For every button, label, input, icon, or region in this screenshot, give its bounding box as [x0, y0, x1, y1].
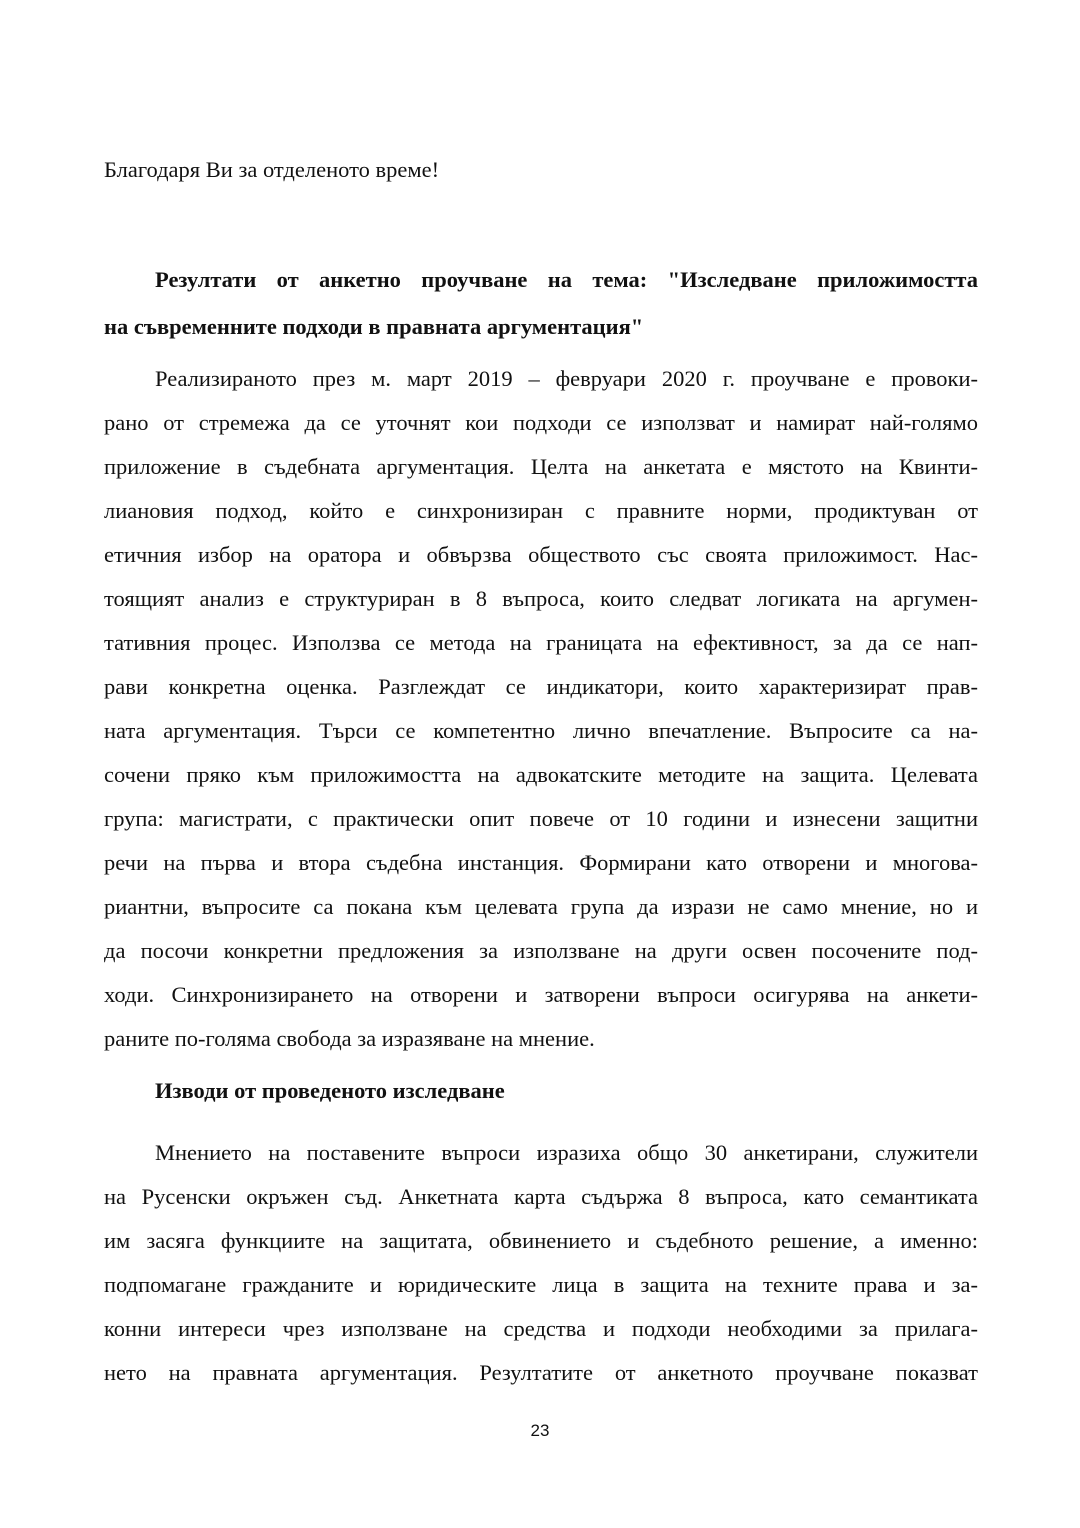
- paragraph-line: група: магистрати, с практически опит повече от 10 години и изнесени защитни: [104, 806, 978, 831]
- paragraph-line: тоящият анализ е структуриран в 8 въпроса, които следват логиката на аргумен-: [104, 586, 978, 611]
- paragraph-line: конни интереси чрез използване на средства и подходи необходими за прилага-: [104, 1316, 978, 1341]
- section-heading-line: Резултати от анкетно проучване на тема: "Изследване приложимостта: [155, 267, 978, 292]
- page-number: 23: [530, 1421, 550, 1440]
- paragraph-line: приложение в съдебната аргументация. Целта на анкетата е мястото на Квинти-: [104, 454, 978, 479]
- paragraph-line: тативния процес. Използва се метода на границата на ефективност, за да се нап-: [104, 630, 978, 655]
- paragraph-line: речи на първа и втора съдебна инстанция. Формирани като отворени и многова-: [104, 850, 978, 875]
- paragraph-line: Реализираното през м. март 2019 – февруари 2020 г. проучване е провоки-: [155, 366, 978, 391]
- paragraph-line: сочени пряко към приложимостта на адвокатските методите на защита. Целевата: [104, 762, 978, 787]
- paragraph-line: раните по-голяма свобода за изразяване на мнение.: [104, 1026, 595, 1051]
- paragraph-line: подпомагане гражданите и юридическите лица в защита на техните права и за-: [104, 1272, 978, 1297]
- paragraph-line: Мнението на поставените въпроси изразиха общо 30 анкетирани, служители: [155, 1140, 978, 1165]
- closing-line: Благодаря Ви за отделеното време!: [104, 157, 440, 182]
- paragraph-line: им засяга функциите на защитата, обвинението и съдебното решение, а именно:: [104, 1228, 978, 1253]
- paragraph-line: ходи. Синхронизирането на отворени и затворени въпроси осигурява на анкети-: [104, 982, 978, 1007]
- paragraph-line: риантни, въпросите са покана към целевата група да изрази не само мнение, но и: [104, 894, 978, 919]
- paragraph-line: лиановия подход, който е синхронизиран с правните норми, продиктуван от: [104, 498, 978, 523]
- paragraph-line: нето на правната аргументация. Резултатите от анкетното проучване показват: [104, 1360, 978, 1385]
- paragraph-line: на Русенски окръжен съд. Анкетната карта съдържа 8 въпроса, като семантиката: [104, 1184, 978, 1209]
- paragraph-line: етичния избор на оратора и обвързва обществото със своята приложимост. Нас-: [104, 542, 978, 567]
- section-heading-line: на съвременните подходи в правната аргументация": [104, 314, 644, 339]
- paragraph-line: рано от стремежа да се уточнят кои подходи се използват и намират най-голямо: [104, 410, 978, 435]
- paragraph-line: ната аргументация. Търси се компетентно лично впечатление. Въпросите са на-: [104, 718, 978, 743]
- paragraph-line: рави конкретна оценка. Разглеждат се индикатори, които характеризират прав-: [104, 674, 978, 699]
- paragraph-line: да посочи конкретни предложения за използване на други освен посочените под-: [104, 938, 978, 963]
- section-heading: Изводи от проведеното изследване: [155, 1078, 505, 1103]
